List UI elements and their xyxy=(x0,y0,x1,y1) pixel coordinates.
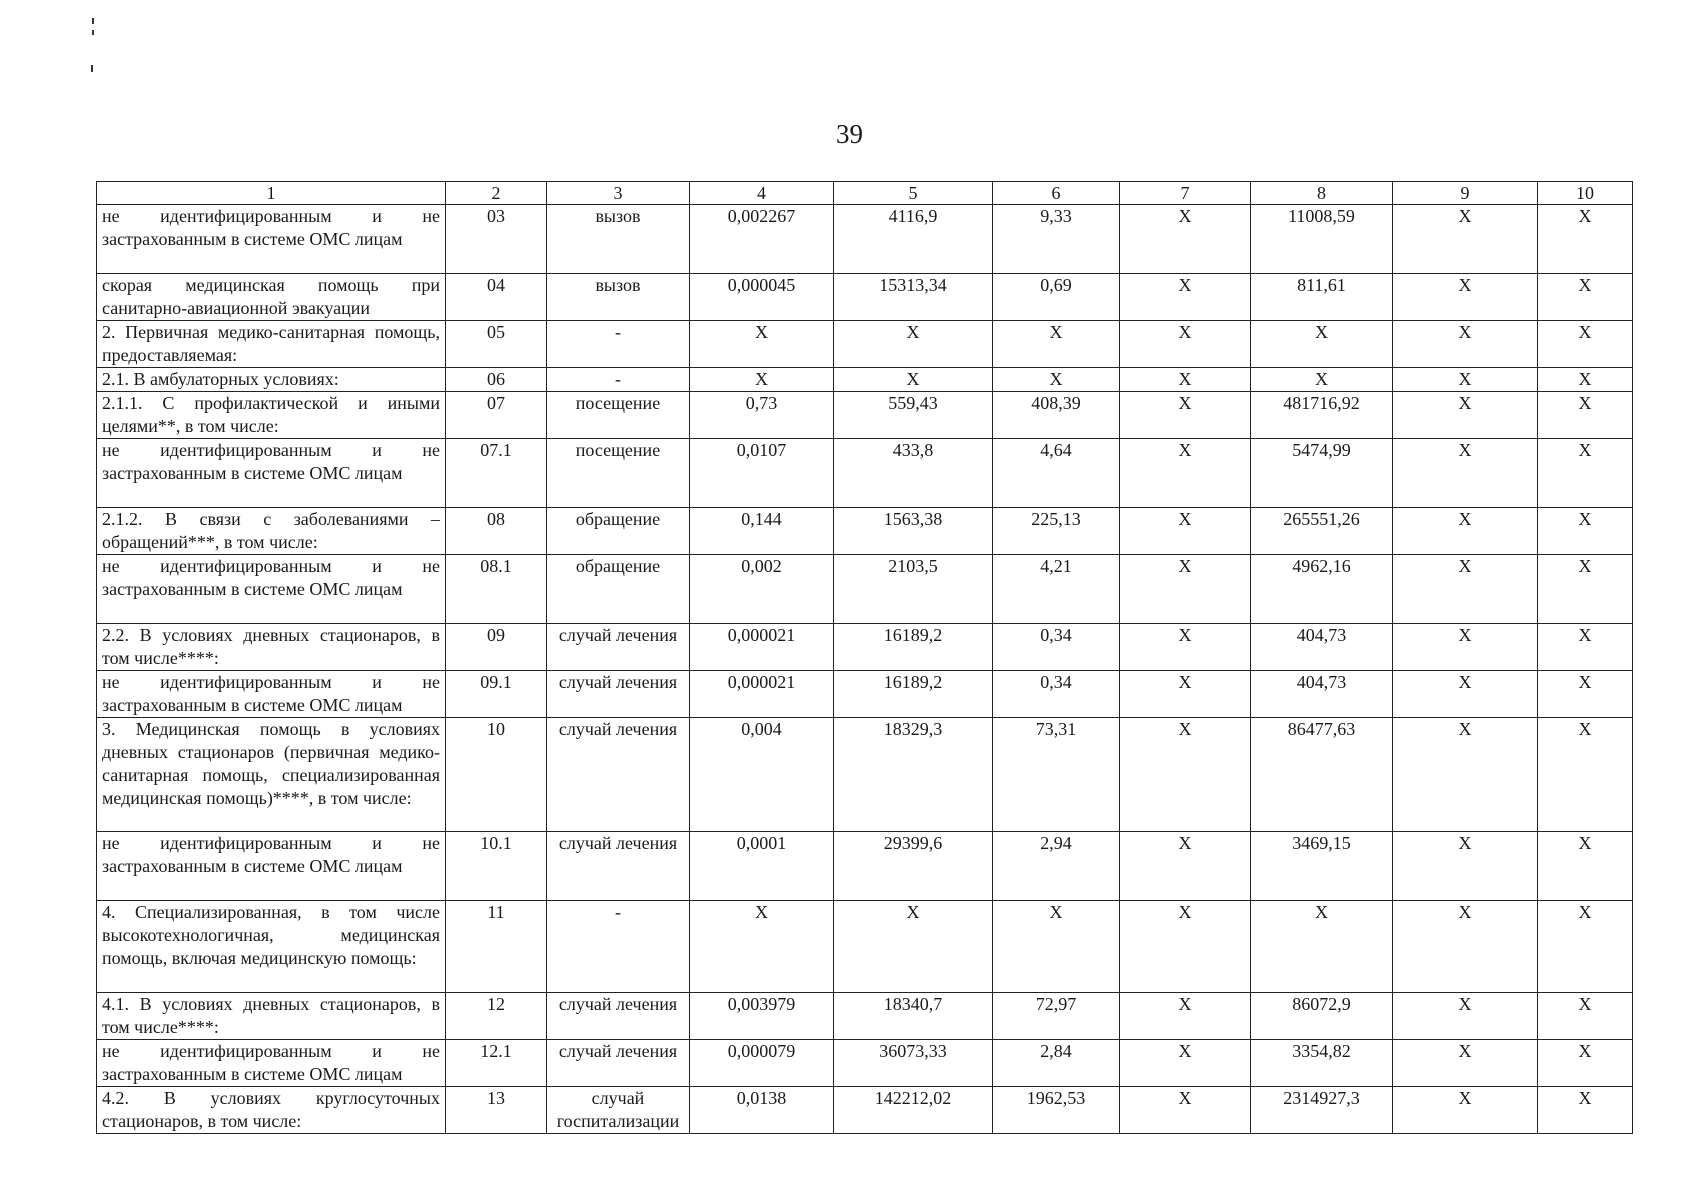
value-cell-9: X xyxy=(1393,901,1538,993)
row-code-cell: 09 xyxy=(446,624,547,671)
value-cell-7: X xyxy=(1120,508,1251,555)
value-cell-5: 18329,3 xyxy=(834,718,993,832)
value-cell-6: 225,13 xyxy=(993,508,1120,555)
row-code-cell: 05 xyxy=(446,321,547,368)
value-cell-7: X xyxy=(1120,671,1251,718)
row-code-cell: 07.1 xyxy=(446,439,547,508)
value-cell-8: 3354,82 xyxy=(1251,1040,1393,1087)
value-cell-7: X xyxy=(1120,368,1251,392)
value-cell-4: 0,0001 xyxy=(690,832,834,901)
value-cell-6: 72,97 xyxy=(993,993,1120,1040)
value-cell-8: 265551,26 xyxy=(1251,508,1393,555)
unit-cell: - xyxy=(547,368,690,392)
value-cell-10: X xyxy=(1538,508,1633,555)
column-number: 4 xyxy=(690,182,834,205)
value-cell-10: X xyxy=(1538,832,1633,901)
value-cell-8: 2314927,3 xyxy=(1251,1087,1393,1134)
row-name-cell: 2. Первичная медико-санитарная помощь, предоставляемая: xyxy=(97,321,446,368)
value-cell-4: 0,000021 xyxy=(690,671,834,718)
row-code-cell: 03 xyxy=(446,205,547,274)
table-row xyxy=(97,321,1633,368)
value-cell-5: 142212,02 xyxy=(834,1087,993,1134)
row-code-cell: 09.1 xyxy=(446,671,547,718)
row-code-cell: 12.1 xyxy=(446,1040,547,1087)
value-cell-10: X xyxy=(1538,439,1633,508)
value-cell-4: X xyxy=(690,901,834,993)
unit-cell: - xyxy=(547,321,690,368)
unit-cell: случай лечения xyxy=(547,993,690,1040)
value-cell-9: X xyxy=(1393,671,1538,718)
value-cell-4: 0,000045 xyxy=(690,274,834,321)
value-cell-4: 0,0138 xyxy=(690,1087,834,1134)
value-cell-10: X xyxy=(1538,624,1633,671)
value-cell-4: 0,002 xyxy=(690,555,834,624)
value-cell-10: X xyxy=(1538,901,1633,993)
unit-cell: случай госпитализации xyxy=(547,1087,690,1134)
row-name-cell: 2.1. В амбулаторных условиях: xyxy=(97,368,446,392)
row-name-cell: 2.2. В условиях дневных стационаров, в том числе****: xyxy=(97,624,446,671)
value-cell-6: 9,33 xyxy=(993,205,1120,274)
value-cell-4: 0,003979 xyxy=(690,993,834,1040)
value-cell-9: X xyxy=(1393,832,1538,901)
table-row xyxy=(97,392,1633,439)
unit-cell: обращение xyxy=(547,508,690,555)
value-cell-10: X xyxy=(1538,368,1633,392)
value-cell-10: X xyxy=(1538,1040,1633,1087)
row-name-cell: 4.1. В условиях дневных стационаров, в том числе****: xyxy=(97,993,446,1040)
value-cell-9: X xyxy=(1393,993,1538,1040)
unit-cell: случай лечения xyxy=(547,718,690,832)
value-cell-7: X xyxy=(1120,439,1251,508)
value-cell-8: 86477,63 xyxy=(1251,718,1393,832)
value-cell-6: 408,39 xyxy=(993,392,1120,439)
row-name-cell: не идентифицированным и не застрахованным в системе ОМС лицам xyxy=(97,832,446,901)
column-number: 6 xyxy=(993,182,1120,205)
unit-cell: вызов xyxy=(547,205,690,274)
row-code-cell: 04 xyxy=(446,274,547,321)
value-cell-9: X xyxy=(1393,508,1538,555)
page-number: 39 xyxy=(836,119,863,149)
table-row xyxy=(97,671,1633,718)
column-number-row xyxy=(97,182,1633,205)
value-cell-8: 5474,99 xyxy=(1251,439,1393,508)
unit-cell: вызов xyxy=(547,274,690,321)
value-cell-6: 1962,53 xyxy=(993,1087,1120,1134)
value-cell-7: X xyxy=(1120,274,1251,321)
unit-cell: - xyxy=(547,901,690,993)
value-cell-5: 15313,34 xyxy=(834,274,993,321)
value-cell-7: X xyxy=(1120,718,1251,832)
value-cell-5: 16189,2 xyxy=(834,671,993,718)
value-cell-9: X xyxy=(1393,439,1538,508)
row-name-cell: 4.2. В условиях круглосуточных стационаров, в том числе: xyxy=(97,1087,446,1134)
value-cell-6: X xyxy=(993,321,1120,368)
value-cell-4: 0,0107 xyxy=(690,439,834,508)
value-cell-6: 0,34 xyxy=(993,671,1120,718)
row-code-cell: 11 xyxy=(446,901,547,993)
value-cell-10: X xyxy=(1538,671,1633,718)
value-cell-9: X xyxy=(1393,718,1538,832)
unit-cell: случай лечения xyxy=(547,624,690,671)
value-cell-6: 2,94 xyxy=(993,832,1120,901)
value-cell-10: X xyxy=(1538,1087,1633,1134)
unit-cell: случай лечения xyxy=(547,832,690,901)
value-cell-8: 404,73 xyxy=(1251,671,1393,718)
value-cell-8: 3469,15 xyxy=(1251,832,1393,901)
value-cell-7: X xyxy=(1120,205,1251,274)
value-cell-6: 0,69 xyxy=(993,274,1120,321)
table-row xyxy=(97,1040,1633,1087)
value-cell-4: X xyxy=(690,321,834,368)
scan-mark xyxy=(91,65,93,72)
value-cell-7: X xyxy=(1120,392,1251,439)
column-number: 2 xyxy=(446,182,547,205)
row-name-cell: не идентифицированным и не застрахованным в системе ОМС лицам xyxy=(97,671,446,718)
value-cell-5: 16189,2 xyxy=(834,624,993,671)
table-row xyxy=(97,508,1633,555)
value-cell-6: 4,21 xyxy=(993,555,1120,624)
value-cell-6: 4,64 xyxy=(993,439,1120,508)
value-cell-10: X xyxy=(1538,274,1633,321)
value-cell-5: 433,8 xyxy=(834,439,993,508)
value-cell-4: 0,73 xyxy=(690,392,834,439)
unit-cell: случай лечения xyxy=(547,1040,690,1087)
value-cell-9: X xyxy=(1393,368,1538,392)
column-number: 9 xyxy=(1393,182,1538,205)
value-cell-9: X xyxy=(1393,274,1538,321)
value-cell-4: 0,004 xyxy=(690,718,834,832)
value-cell-8: 404,73 xyxy=(1251,624,1393,671)
row-code-cell: 08.1 xyxy=(446,555,547,624)
value-cell-8: X xyxy=(1251,901,1393,993)
data-table xyxy=(96,181,1633,1134)
table-row xyxy=(97,718,1633,832)
table-row xyxy=(97,1087,1633,1134)
row-name-cell: 3. Медицинская помощь в условиях дневных стационаров (первичная медико-санитарная помощь, специализированная медицинская помощь)****, в том числе: xyxy=(97,718,446,832)
unit-cell: обращение xyxy=(547,555,690,624)
scan-mark xyxy=(92,30,94,35)
row-code-cell: 06 xyxy=(446,368,547,392)
value-cell-9: X xyxy=(1393,555,1538,624)
value-cell-8: X xyxy=(1251,321,1393,368)
value-cell-5: 18340,7 xyxy=(834,993,993,1040)
scan-mark xyxy=(92,18,94,24)
row-name-cell: не идентифицированным и не застрахованным в системе ОМС лицам xyxy=(97,439,446,508)
table-row xyxy=(97,555,1633,624)
value-cell-8: 481716,92 xyxy=(1251,392,1393,439)
value-cell-6: X xyxy=(993,368,1120,392)
unit-cell: посещение xyxy=(547,439,690,508)
value-cell-9: X xyxy=(1393,205,1538,274)
value-cell-8: 811,61 xyxy=(1251,274,1393,321)
value-cell-6: X xyxy=(993,901,1120,993)
column-number: 8 xyxy=(1251,182,1393,205)
value-cell-7: X xyxy=(1120,993,1251,1040)
table-row xyxy=(97,439,1633,508)
row-name-cell: 2.1.1. С профилактической и иными целями**, в том числе: xyxy=(97,392,446,439)
value-cell-9: X xyxy=(1393,1087,1538,1134)
value-cell-5: X xyxy=(834,901,993,993)
value-cell-5: 29399,6 xyxy=(834,832,993,901)
row-code-cell: 10.1 xyxy=(446,832,547,901)
value-cell-6: 0,34 xyxy=(993,624,1120,671)
table-row xyxy=(97,205,1633,274)
value-cell-7: X xyxy=(1120,321,1251,368)
value-cell-6: 2,84 xyxy=(993,1040,1120,1087)
row-name-cell: 2.1.2. В связи с заболеваниями – обращений***, в том числе: xyxy=(97,508,446,555)
value-cell-5: X xyxy=(834,321,993,368)
row-code-cell: 12 xyxy=(446,993,547,1040)
value-cell-5: 1563,38 xyxy=(834,508,993,555)
value-cell-8: 4962,16 xyxy=(1251,555,1393,624)
value-cell-7: X xyxy=(1120,832,1251,901)
value-cell-8: 11008,59 xyxy=(1251,205,1393,274)
table-row xyxy=(97,368,1633,392)
column-number: 5 xyxy=(834,182,993,205)
column-number: 1 xyxy=(97,182,446,205)
value-cell-10: X xyxy=(1538,993,1633,1040)
value-cell-4: X xyxy=(690,368,834,392)
value-cell-4: 0,000021 xyxy=(690,624,834,671)
column-number: 3 xyxy=(547,182,690,205)
row-name-cell: скорая медицинская помощь при санитарно-авиационной эвакуации xyxy=(97,274,446,321)
value-cell-4: 0,000079 xyxy=(690,1040,834,1087)
unit-cell: посещение xyxy=(547,392,690,439)
row-code-cell: 13 xyxy=(446,1087,547,1134)
value-cell-7: X xyxy=(1120,901,1251,993)
unit-cell: случай лечения xyxy=(547,671,690,718)
value-cell-7: X xyxy=(1120,1040,1251,1087)
value-cell-6: 73,31 xyxy=(993,718,1120,832)
value-cell-7: X xyxy=(1120,555,1251,624)
value-cell-5: 559,43 xyxy=(834,392,993,439)
value-cell-9: X xyxy=(1393,1040,1538,1087)
table-row xyxy=(97,832,1633,901)
value-cell-9: X xyxy=(1393,321,1538,368)
value-cell-10: X xyxy=(1538,321,1633,368)
table-row xyxy=(97,624,1633,671)
column-number: 7 xyxy=(1120,182,1251,205)
value-cell-9: X xyxy=(1393,624,1538,671)
value-cell-10: X xyxy=(1538,392,1633,439)
value-cell-5: 36073,33 xyxy=(834,1040,993,1087)
value-cell-4: 0,002267 xyxy=(690,205,834,274)
row-code-cell: 07 xyxy=(446,392,547,439)
row-name-cell: не идентифицированным и не застрахованным в системе ОМС лицам xyxy=(97,205,446,274)
value-cell-5: 4116,9 xyxy=(834,205,993,274)
value-cell-4: 0,144 xyxy=(690,508,834,555)
row-code-cell: 08 xyxy=(446,508,547,555)
value-cell-5: 2103,5 xyxy=(834,555,993,624)
row-name-cell: не идентифицированным и не застрахованным в системе ОМС лицам xyxy=(97,1040,446,1087)
column-number: 10 xyxy=(1538,182,1633,205)
row-code-cell: 10 xyxy=(446,718,547,832)
row-name-cell: не идентифицированным и не застрахованным в системе ОМС лицам xyxy=(97,555,446,624)
value-cell-9: X xyxy=(1393,392,1538,439)
row-name-cell: 4. Специализированная, в том числе высокотехнологичная, медицинская помощь, включая медицинскую помощь: xyxy=(97,901,446,993)
value-cell-10: X xyxy=(1538,205,1633,274)
value-cell-7: X xyxy=(1120,624,1251,671)
value-cell-8: 86072,9 xyxy=(1251,993,1393,1040)
table-row xyxy=(97,901,1633,993)
value-cell-5: X xyxy=(834,368,993,392)
value-cell-7: X xyxy=(1120,1087,1251,1134)
table-row xyxy=(97,993,1633,1040)
table-row xyxy=(97,274,1633,321)
value-cell-10: X xyxy=(1538,555,1633,624)
value-cell-8: X xyxy=(1251,368,1393,392)
value-cell-10: X xyxy=(1538,718,1633,832)
table-body xyxy=(97,182,1633,1134)
